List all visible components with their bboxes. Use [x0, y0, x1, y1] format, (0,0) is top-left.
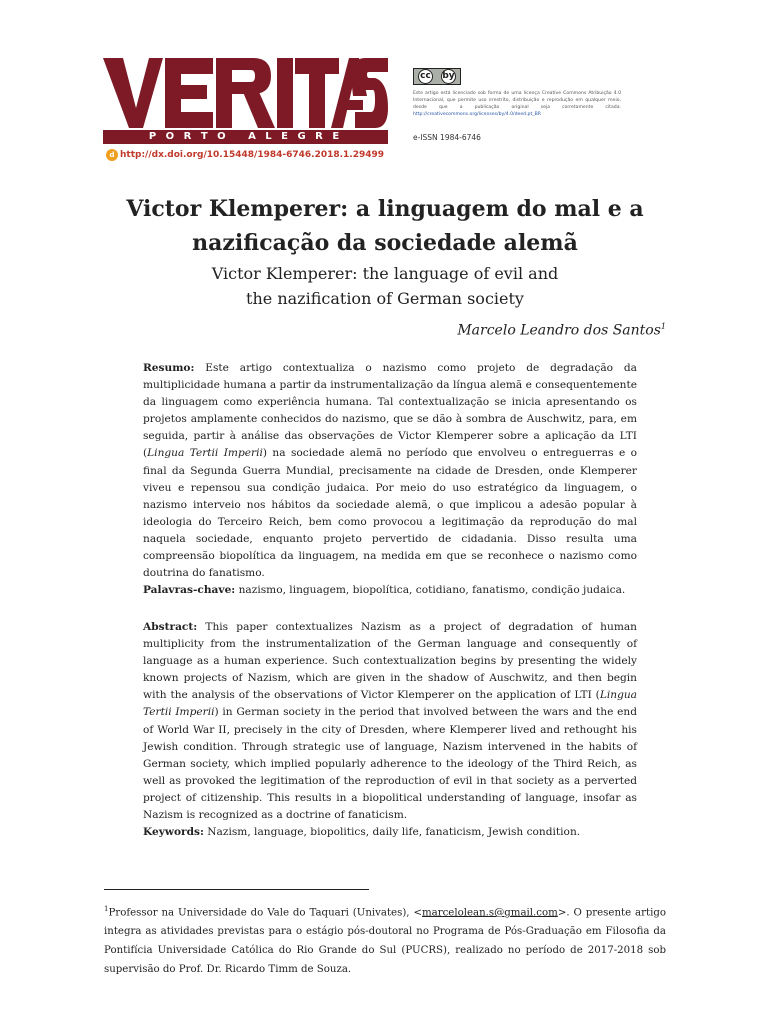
cc-icon: cc — [418, 69, 433, 84]
footnote-mark: 1 — [104, 905, 109, 913]
license-statement — [413, 90, 621, 118]
cc-license-badge[interactable] — [413, 68, 461, 85]
resumo-label: Resumo: — [143, 362, 195, 374]
doi-link[interactable]: http://dx.doi.org/10.15448/1984-6746.2018.1.29499 — [120, 150, 385, 160]
abstract-lti: Lingua Tertii Imperii — [143, 689, 637, 719]
doi-row — [106, 149, 384, 161]
resumo-keywords-label: Palavras-chave: — [143, 584, 236, 597]
footnote-text-b: >. O presente artigo integra as atividades previstas para o estágio pós-doutoral no Programa de Pós-Graduação em Filosofia da Pontifícia Universidade Católica do Rio Grande do Sul (PUCRS), realizado no período de 2017-2018 sob supervisão do Prof. Dr. Ricardo Timm de Souza. — [104, 907, 666, 976]
article-subtitle — [100, 261, 670, 311]
author-name: Marcelo Leandro dos Santos — [457, 322, 661, 339]
article-title-line-2: nazificação da sociedade alemã — [192, 230, 578, 256]
footnote-divider — [104, 889, 369, 890]
resumo-paragraph — [143, 360, 637, 582]
license-link[interactable]: http://creativecommons.org/licenses/by/4.0/deed.pt_BR — [413, 112, 541, 117]
abstract-keywords-text: Nazism, language, biopolitics, daily life, fanaticism, Jewish condition. — [203, 826, 581, 839]
abstract-keywords — [143, 824, 637, 841]
journal-logo — [103, 56, 388, 144]
article-title-line-1: Victor Klemperer: a linguagem do mal e a — [126, 196, 644, 222]
license-text: Este artigo está licenciado sob forma de uma licença Creative Commons Atribuição 4.0 Internacional, que permite uso irrestrito, distribuição e reprodução em qualquer meio, desde que a publicação original seja corretamente citada. — [413, 91, 621, 110]
author-footnote-mark[interactable]: 1 — [660, 322, 666, 331]
resumo-lti: Lingua Tertii Imperii — [147, 447, 263, 460]
resumo-text-b: ) na sociedade alemã no período que envolveu o entreguerras e o final da Segunda Guerra Mundial, precisamente na cidade de Dresden, onde Klemperer viveu e repensou sua condição judaica. Por meio do uso estratégico da linguagem, o nazismo interveio nos hábitos da sociedade alemã, o que implicou a adesão popular à ideologia do Terceiro Reich, bem como provocou a legitimação da reprodução do mal naquela sociedade, enquanto projeto pervertido de cidadania. Disso resulta uma compreensão biopolítica da linguagem, na medida em que se reconhece o nazismo como doutrina do fanatismo. — [143, 447, 637, 580]
veritas-wordmark — [103, 56, 388, 128]
resumo-section — [143, 360, 637, 599]
eissn: e-ISSN 1984-6746 — [413, 133, 481, 142]
article-title — [100, 192, 670, 260]
author — [457, 322, 666, 339]
article-subtitle-line-1: Victor Klemperer: the language of evil and — [211, 264, 559, 283]
footnote-text-a: Professor na Universidade do Vale do Taquari (Univates), < — [108, 907, 422, 919]
abstract-keywords-label: Keywords: — [143, 826, 204, 839]
article-subtitle-line-2: the nazification of German society — [246, 289, 524, 308]
resumo-keywords-text: nazismo, linguagem, biopolítica, cotidiano, fanatismo, condição judaica. — [235, 584, 626, 597]
by-icon: by — [441, 69, 456, 84]
footnote — [104, 900, 666, 979]
abstract-label: Abstract: — [143, 621, 198, 633]
abstract-paragraph — [143, 619, 637, 824]
resumo-keywords — [143, 582, 637, 599]
abstract-text-b: ) in German society in the period that involved between the wars and the end of World War II, precisely in the city of Dresden, where Klemperer lived and rethought his Jewish condition. Through strategic use of language, Nazism intervened in the habits of German society, which implied popularly adherence to the ideology of the Third Reich, as well as provoked the legitimation of the reproduction of evil in that society as a perverted project of citizenship. This results in a biopolitical understanding of language, insofar as Nazism is recognized as a doctrine of fanaticism. — [143, 706, 637, 822]
resumo-text-a: Este artigo contextualiza o nazismo como projeto de degradação da multiplicidade humana a partir da instrumentalização da língua alemã e consequentemente da linguagem como experiência humana. Tal contextualização se inicia apresentando os projetos amplamente conhecidos do nazismo, que se dão à sombra de Auschwitz, para, em seguida, partir à análise das observações de Victor Klemperer sobre a aplicação da LTI ( — [143, 362, 637, 460]
abstract-section — [143, 619, 637, 841]
doi-icon: d — [106, 149, 118, 161]
logo-city-banner: P O R T O A L E G R E — [103, 130, 388, 144]
abstract-text-a: This paper contextualizes Nazism as a project of degradation of human multiplicity from the instrumentalization of the German language and consequently of language as a human experience. Such contextualization begins by presenting the widely known projects of Nazism, which are given in the shadow of Auschwitz, and then begin with the analysis of the observations of Victor Klemperer on the application of LTI ( — [143, 621, 637, 702]
footnote-email-link[interactable]: marcelolean.s@gmail.com — [421, 907, 558, 919]
